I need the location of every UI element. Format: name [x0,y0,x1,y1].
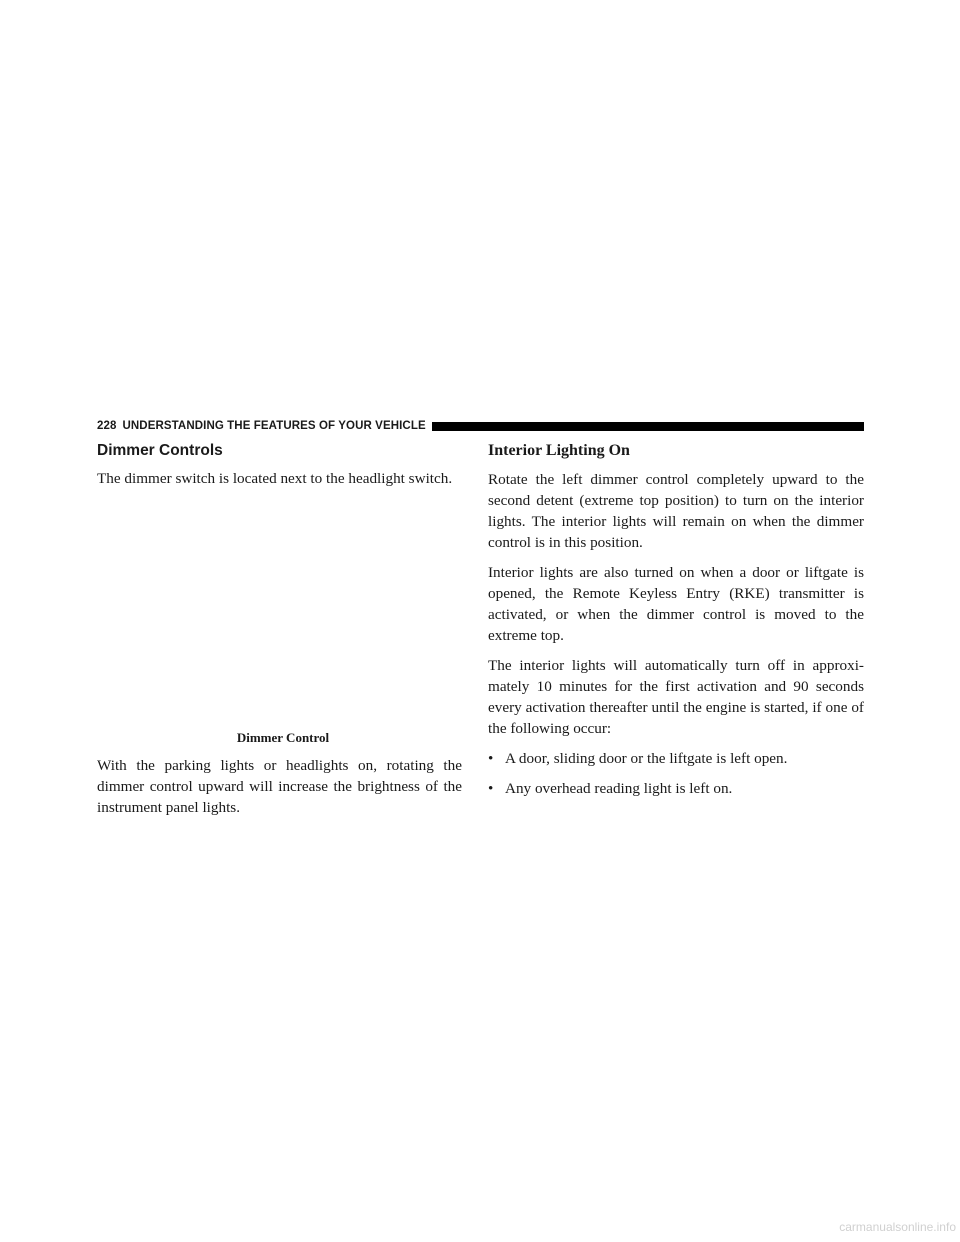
section-heading-interior-lighting: Interior Lighting On [488,442,630,459]
bullet-icon: • [488,750,494,767]
body-paragraph: With the parking lights or headlights on, rotating the dimmer control upward will increase the brightness of the instrument panel lights. [97,757,462,816]
list-item: • Any overhead reading light is left on. [488,780,733,797]
page-header [97,416,864,436]
bullet-icon: • [488,780,494,797]
page-number: 228 [97,420,117,432]
paragraph-1: Rotate the left dimmer control completely upward to the second detent (extreme top position) to turn on the interior lights. The interior lights will remain on when the dimmer control is in this position. [488,471,864,551]
right-column [488,440,864,799]
figure-caption: Dimmer Control [236,730,330,745]
paragraph-2: Interior lights are also turned on when a door or liftgate is opened, the Remote Keyless Entry (RKE) transmitter is activated, or when the dimmer control is moved to the extreme top. [488,564,864,644]
list-item: • A door, sliding door or the liftgate is left open. [488,750,788,767]
section-heading-dimmer-controls: Dimmer Controls [97,442,223,459]
watermark: carmanualsonline.info [839,1220,956,1234]
intro-paragraph: The dimmer switch is located next to the headlight switch. [97,470,453,487]
header-rule [432,422,864,431]
paragraph-3: The interior lights will automatically turn off in approxi-mately 10 minutes for the first activation and 90 seconds every activation thereafter until the engine is started, if one of the following occur: [488,657,864,737]
left-column [97,440,462,818]
section-title: UNDERSTANDING THE FEATURES OF YOUR VEHICLE [122,420,426,432]
figure-placeholder [97,489,462,729]
